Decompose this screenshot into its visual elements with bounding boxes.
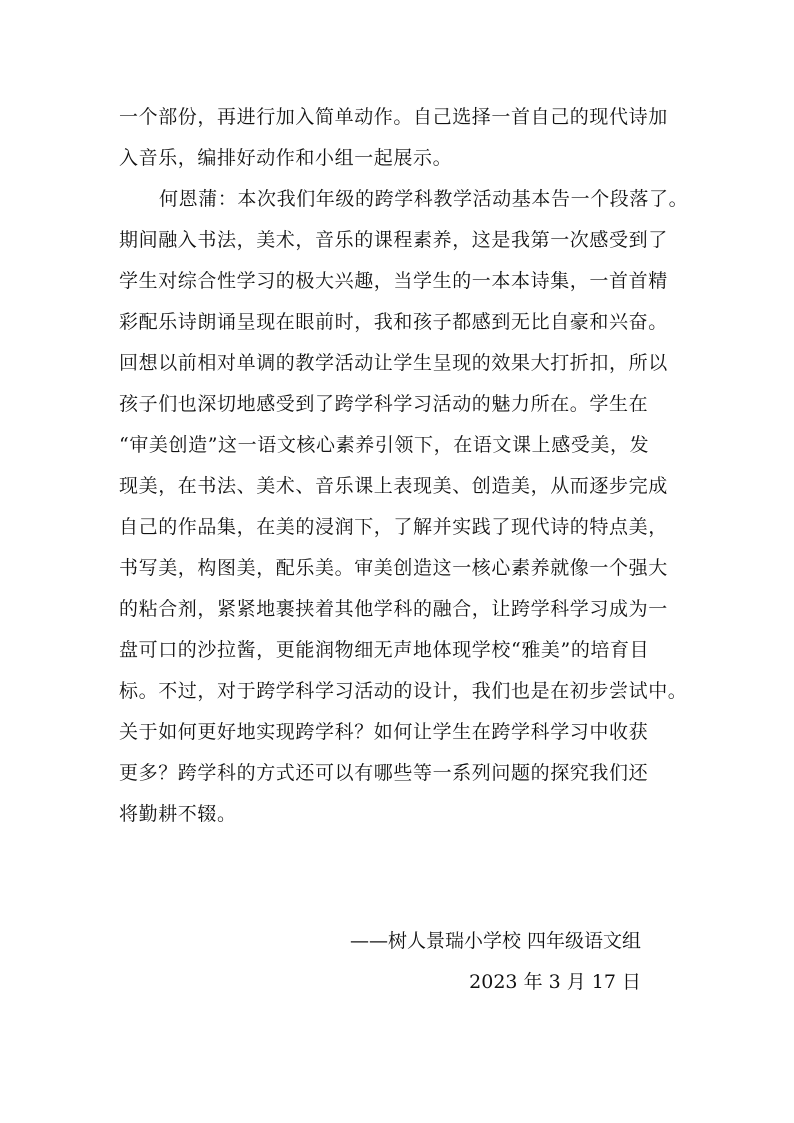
paragraph-2-line-8: 现美，在书法、美术、音乐课上表现美、创造美，从而逐步完成 [119,475,668,497]
paragraph-2-line-5: 回想以前相对单调的教学活动让学生呈现的效果大打折扣，所以 [119,352,668,374]
paragraph-2-line-7: “审美创造”这一语文核心素养引领下，在语文课上感受美，发 [119,434,650,456]
paragraph-1-line-2: 入音乐，编排好动作和小组一起展示。 [119,147,453,169]
paragraph-1-line-1: 一个部份，再进行加入简单动作。自己选择一首自己的现代诗加 [119,106,668,128]
paragraph-2-line-10: 书写美，构图美，配乐美。审美创造这一核心素养就像一个强大 [119,557,668,579]
signature-date: 2023 年 3 月 17 日 [469,971,641,993]
paragraph-2-line-4: 彩配乐诗朗诵呈现在眼前时，我和孩子都感到无比自豪和兴奋。 [119,311,668,333]
paragraph-2-line-9: 自己的作品集，在美的浸润下，了解并实践了现代诗的特点美， [119,516,668,538]
paragraph-2-line-1: 何恩蒲：本次我们年级的跨学科教学活动基本告一个段落了。 [159,188,689,210]
paragraph-2-line-11: 的粘合剂，紧紧地裹挟着其他学科的融合，让跨学科学习成为一 [119,598,668,620]
paragraph-2-line-3: 学生对综合性学习的极大兴趣，当学生的一本本诗集，一首首精 [119,270,668,292]
paragraph-2-line-12: 盘可口的沙拉酱，更能润物细无声地体现学校“雅美”的培育目 [119,639,650,661]
paragraph-2-line-6: 孩子们也深切地感受到了跨学科学习活动的魅力所在。学生在 [119,393,649,415]
signature-organization: ——树人景瑞小学校 四年级语文组 [349,930,641,952]
paragraph-2-line-13: 标。不过，对于跨学科学习活动的设计，我们也是在初步尝试中。 [119,680,688,702]
paragraph-2-line-15: 更多？跨学科的方式还可以有哪些等一系列问题的探究我们还 [119,762,649,784]
paragraph-2-line-14: 关于如何更好地实现跨学科？如何让学生在跨学科学习中收获 [119,721,649,743]
paragraph-2-line-16: 将勤耕不辍。 [119,803,237,825]
paragraph-2-line-2: 期间融入书法，美术，音乐的课程素养，这是我第一次感受到了 [119,229,668,251]
